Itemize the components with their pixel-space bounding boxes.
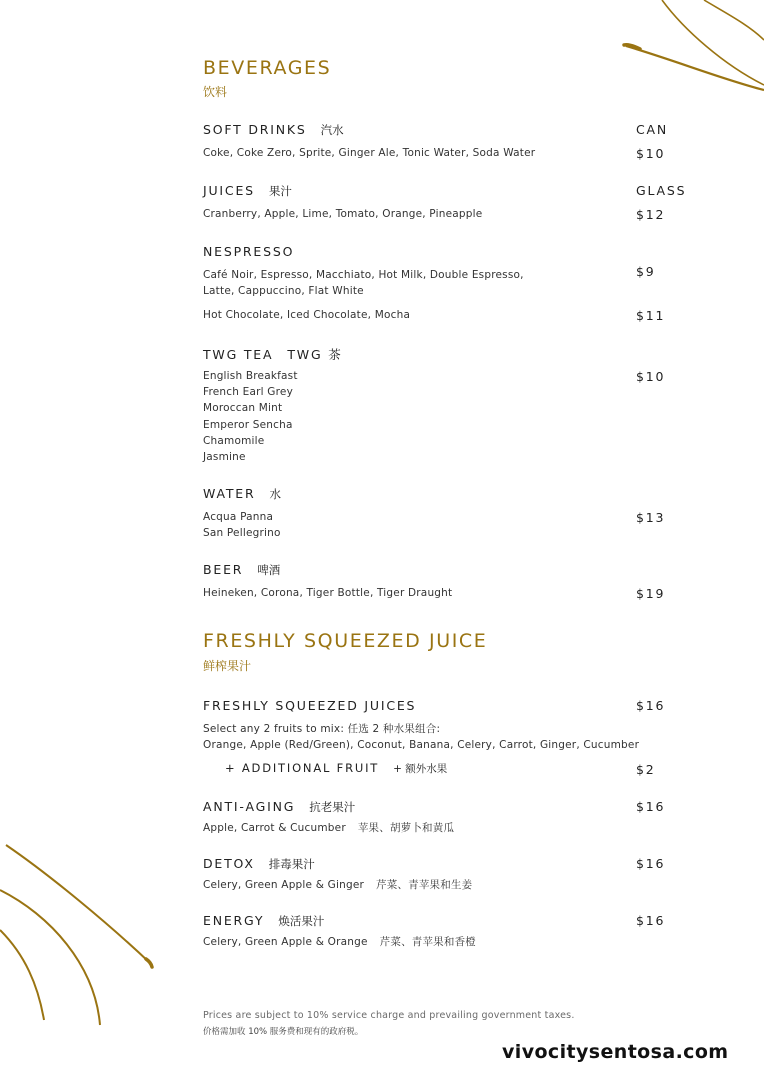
beer-name: BEER — [203, 562, 244, 577]
squeezed-juices-price: $16 — [636, 698, 666, 713]
water-list — [203, 509, 281, 541]
fresh-juice-title-cn: 鲜榨果汁 — [203, 659, 252, 673]
anti-aging-items — [203, 820, 454, 836]
squeezed-juices-heading: FRESHLY SQUEEZED JUICES — [203, 698, 417, 713]
nespresso-price-1: $9 — [636, 264, 656, 279]
list-item: Emperor Sencha — [203, 418, 293, 431]
beverages-title: BEVERAGES — [203, 57, 332, 79]
soft-drinks-name: SOFT DRINKS — [203, 122, 307, 137]
juices-price: $12 — [636, 207, 666, 222]
nespresso-line-1: Café Noir, Espresso, Macchiato, Hot Milk, Double Espresso, — [203, 269, 524, 281]
anti-aging-name: ANTI-AGING — [203, 799, 296, 814]
detox-heading — [203, 856, 315, 872]
additional-fruit-label: + ADDITIONAL FRUIT — [225, 761, 380, 775]
water-name: WATER — [203, 486, 256, 501]
service-charge-note: Prices are subject to 10% service charge and prevailing government taxes. — [203, 1010, 575, 1021]
beer-items: Heineken, Corona, Tiger Bottle, Tiger Draught — [203, 587, 453, 599]
service-charge-note-cn: 价格需加收 10% 服务费和现有的政府税。 — [203, 1027, 364, 1037]
beer-name-cn: 啤酒 — [257, 563, 281, 577]
anti-aging-heading — [203, 799, 355, 815]
beer-price: $19 — [636, 586, 666, 601]
decorative-swirl-top-right — [614, 0, 764, 100]
detox-name: DETOX — [203, 856, 255, 871]
soft-drinks-name-cn: 汽水 — [320, 123, 344, 137]
water-price: $13 — [636, 510, 666, 525]
energy-items-cn: 芹菜、青苹果和香橙 — [379, 936, 476, 948]
list-item: Moroccan Mint — [203, 402, 283, 415]
list-item: Chamomile — [203, 434, 265, 447]
decorative-swirl-bottom-left — [0, 835, 160, 1035]
twg-tea-heading — [203, 345, 343, 363]
energy-name-cn: 焕活果汁 — [278, 914, 325, 928]
juices-unit: GLASS — [636, 183, 687, 198]
energy-price: $16 — [636, 913, 666, 928]
list-item: San Pellegrino — [203, 527, 281, 540]
twg-tea-name: TWG TEA — [203, 347, 274, 362]
website-url: vivocitysentosa.com — [502, 1041, 729, 1063]
beer-heading — [203, 562, 280, 578]
squeezed-juices-line-1: Select any 2 fruits to mix: 任选 2 种水果组合: — [203, 723, 441, 735]
detox-items-cn: 芹菜、青苹果和生姜 — [376, 879, 473, 891]
detox-name-cn: 排毒果汁 — [268, 857, 315, 871]
anti-aging-price: $16 — [636, 799, 666, 814]
additional-fruit-label-cn: + 额外水果 — [393, 763, 448, 775]
list-item: Acqua Panna — [203, 511, 274, 523]
twg-tea-price: $10 — [636, 369, 666, 384]
anti-aging-items-cn: 苹果、胡萝卜和黄瓜 — [357, 822, 455, 834]
soft-drinks-items: Coke, Coke Zero, Sprite, Ginger Ale, Tonic Water, Soda Water — [203, 147, 536, 159]
fresh-juice-title: FRESHLY SQUEEZED JUICE — [203, 630, 488, 652]
list-item: French Earl Grey — [203, 386, 293, 399]
anti-aging-name-cn: 抗老果汁 — [309, 800, 356, 814]
soft-drinks-heading — [203, 122, 344, 138]
juices-name: JUICES — [203, 183, 255, 198]
twg-tea-name-cn: TWG 茶 — [287, 347, 343, 362]
squeezed-juices-line-2: Orange, Apple (Red/Green), Coconut, Banana, Celery, Carrot, Ginger, Cucumber — [203, 739, 640, 751]
water-heading — [203, 486, 281, 502]
juices-heading — [203, 183, 292, 199]
soft-drinks-unit: CAN — [636, 122, 669, 137]
additional-fruit-price: $2 — [636, 762, 656, 777]
list-item: Jasmine — [203, 451, 246, 464]
nespresso-line-2: Latte, Cappuccino, Flat White — [203, 285, 364, 297]
anti-aging-items-en: Apple, Carrot & Cucumber — [203, 822, 346, 834]
nespresso-price-2: $11 — [636, 308, 666, 323]
juices-items: Cranberry, Apple, Lime, Tomato, Orange, Pineapple — [203, 208, 483, 220]
twg-tea-list — [203, 368, 298, 465]
beverages-title-cn: 饮料 — [203, 85, 228, 99]
energy-items — [203, 934, 476, 950]
juices-name-cn: 果汁 — [268, 184, 292, 198]
nespresso-heading: NESPRESSO — [203, 244, 295, 259]
energy-name: ENERGY — [203, 913, 265, 928]
detox-items-en: Celery, Green Apple & Ginger — [203, 879, 365, 891]
detox-items — [203, 877, 472, 893]
soft-drinks-price: $10 — [636, 146, 666, 161]
energy-items-en: Celery, Green Apple & Orange — [203, 936, 368, 948]
detox-price: $16 — [636, 856, 666, 871]
energy-heading — [203, 913, 324, 929]
list-item: English Breakfast — [203, 370, 298, 382]
nespresso-line-3: Hot Chocolate, Iced Chocolate, Mocha — [203, 309, 411, 321]
additional-fruit-heading — [225, 761, 447, 776]
water-name-cn: 水 — [269, 487, 281, 501]
